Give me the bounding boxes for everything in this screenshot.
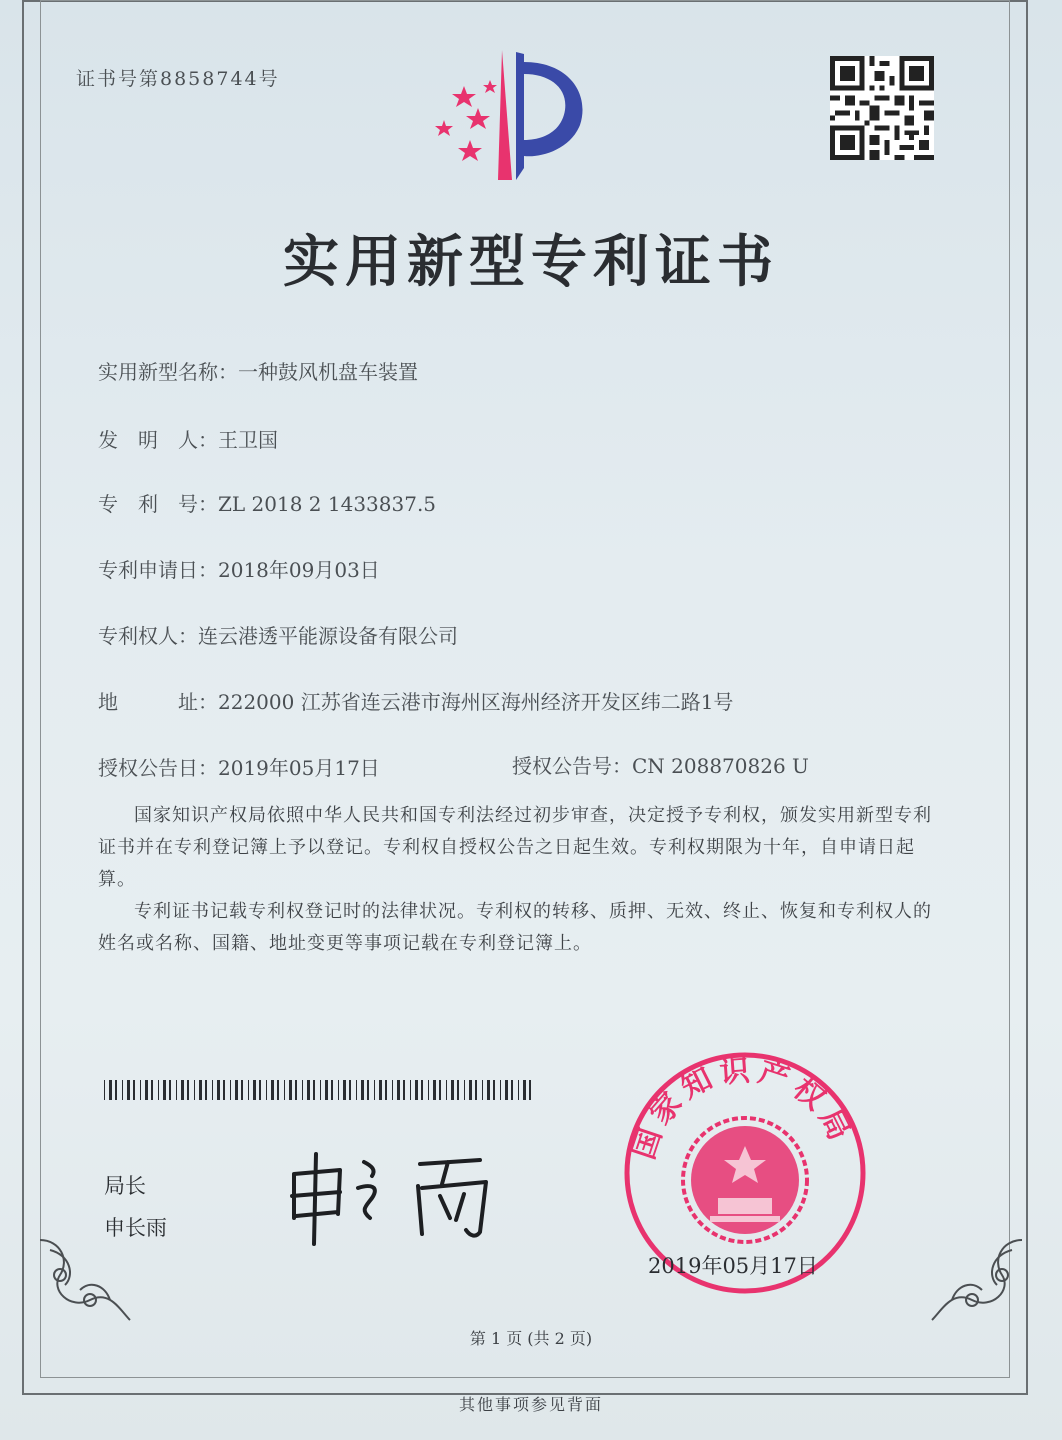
field-value: 连云港透平能源设备有限公司	[198, 624, 458, 648]
qr-code-icon	[830, 56, 934, 160]
field-value: ZL 2018 2 1433837.5	[218, 492, 437, 516]
svg-text:国家知识产权局: 国家知识产权局	[626, 1053, 860, 1164]
field-value: 2018年09月03日	[218, 558, 380, 582]
field-value: 一种鼓风机盘车装置	[238, 360, 418, 384]
certificate-title: 实用新型专利证书	[283, 230, 779, 295]
footer-note: 其他事项参见背面	[458, 1395, 603, 1414]
cnipa-logo-icon	[420, 40, 610, 190]
field-value: 2019年05月17日	[218, 756, 380, 780]
field-value: 222000 江苏省连云港市海州区海州经济开发区纬二路1号	[218, 690, 734, 714]
body-paragraph-2: 专利证书记载专利权登记时的法律状况。专利权的转移、质押、无效、终止、恢复和专利权人的姓名或名称、国籍、地址变更等事项记载在专利登记簿上。	[98, 901, 932, 954]
barcode-icon	[104, 1080, 534, 1100]
field-label: 专利申请日：	[98, 558, 218, 582]
seal-date: 2019年05月17日	[648, 1254, 818, 1278]
field-address	[98, 686, 733, 715]
field-label: 实用新型名称：	[98, 360, 238, 384]
field-label: 专利权人：	[98, 624, 198, 648]
corner-ornament-icon	[30, 1220, 140, 1330]
field-application-date	[98, 554, 380, 583]
field-patent-number	[98, 488, 436, 517]
corner-ornament-icon	[922, 1220, 1032, 1330]
field-grant-date	[98, 752, 380, 781]
director-name: 申长雨	[104, 1216, 167, 1240]
field-value: 王卫国	[218, 428, 278, 452]
signature-icon	[280, 1140, 520, 1260]
field-label: 发 明 人：	[98, 428, 218, 452]
field-label: 授权公告日：	[98, 756, 218, 780]
certificate-number: 证书号第8858744号	[76, 68, 280, 90]
field-grant-number	[512, 750, 809, 779]
field-patentee	[98, 620, 458, 649]
field-value: CN 208870826 U	[632, 754, 809, 778]
body-paragraph-1: 国家知识产权局依照中华人民共和国专利法经过初步审查，决定授予专利权，颁发实用新型专利证书并在专利登记簿上予以登记。专利权自授权公告之日起生效。专利权期限为十年，自申请日起算。	[98, 805, 932, 890]
field-utility-name	[98, 356, 418, 385]
field-label: 授权公告号：	[512, 754, 632, 778]
page-indicator: 第 1 页 (共 2 页)	[469, 1329, 593, 1348]
field-label: 地 址：	[98, 690, 218, 714]
field-label: 专 利 号：	[98, 492, 218, 516]
field-inventor	[98, 424, 278, 453]
director-title: 局长	[104, 1174, 146, 1198]
